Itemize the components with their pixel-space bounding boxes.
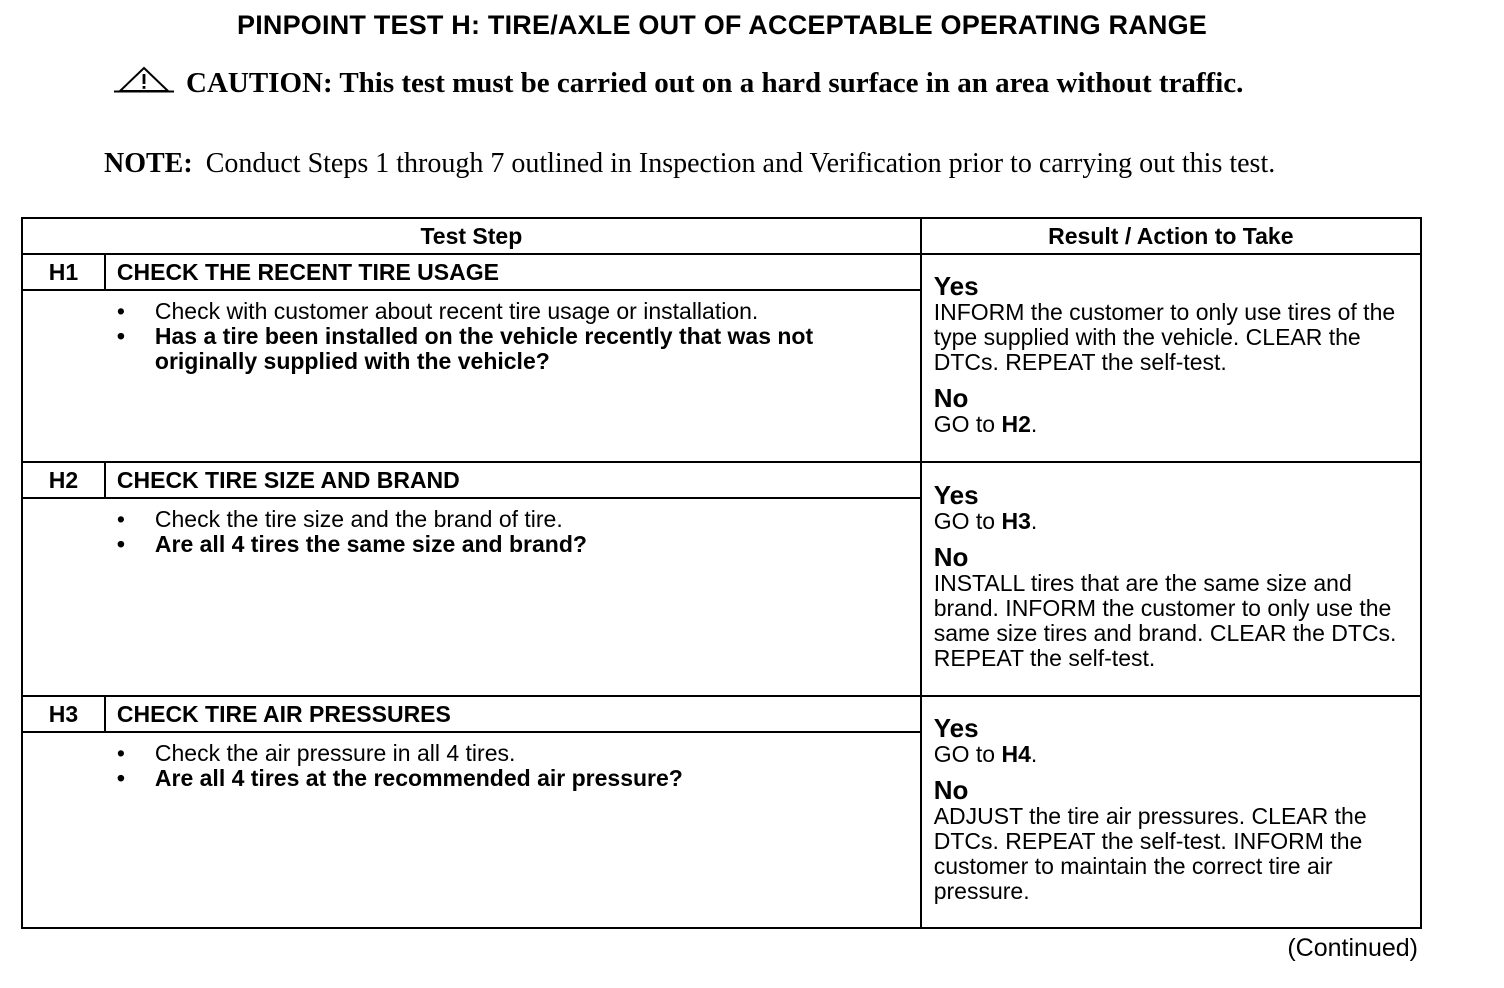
result-yes: [933, 712, 1414, 767]
bullet-question: • Are all 4 tires at the recommended air pressure?: [105, 766, 920, 791]
step-h2-result: [921, 462, 1421, 696]
step-h1-title-row: [22, 254, 1421, 290]
no-action: INSTALL tires that are the same size and brand. INFORM the customer to only use the same size tires and brand. CLEAR the DTCs. REPEAT the self-test.: [933, 569, 1397, 671]
goto-prefix: GO to: [933, 507, 996, 534]
caution-text: CAUTION: This test must be carried out on a hard surface in an area without traffic.: [186, 67, 1244, 99]
yes-label: Yes: [933, 712, 979, 743]
step-title: CHECK TIRE SIZE AND BRAND: [105, 462, 921, 498]
caution-notice: [104, 66, 1274, 99]
bullet-action: • Check the air pressure in all 4 tires.: [105, 741, 920, 766]
yes-label: Yes: [933, 271, 979, 301]
step-bullets: [105, 741, 920, 791]
step-h3-result: [921, 696, 1421, 928]
table-header-row: [22, 218, 1421, 254]
goto-suffix: .: [1030, 411, 1038, 437]
pinpoint-test-table: [21, 217, 1422, 929]
step-title: CHECK TIRE AIR PRESSURES: [105, 696, 921, 732]
bullet-action: • Check the tire size and the brand of tire.: [105, 507, 920, 532]
no-label: No: [933, 383, 969, 413]
no-label: No: [933, 541, 969, 572]
result-no: [933, 774, 1414, 904]
step-body-spacer: [22, 498, 105, 696]
step-id: H1: [22, 254, 105, 290]
note-paragraph: [104, 148, 1284, 179]
result-no: [933, 541, 1414, 671]
yes-action: INFORM the customer to only use tires of the type supplied with the vehicle. CLEAR the DTCs. REPEAT the self-test.: [933, 299, 1396, 375]
step-title: CHECK THE RECENT TIRE USAGE: [105, 254, 921, 290]
bullet-question: • Are all 4 tires the same size and brand?: [105, 532, 920, 557]
goto-prefix: GO to: [933, 411, 996, 437]
goto-step-link: H2: [1001, 411, 1031, 437]
yes-action: [934, 742, 1414, 767]
step-bullets: [105, 507, 920, 557]
bullet-question: • Has a tire been installed on the vehicle recently that was not originally supplied with the vehicle?: [105, 324, 920, 374]
result-no: [934, 385, 1414, 437]
step-body: [105, 732, 921, 928]
yes-label: Yes: [933, 479, 979, 510]
step-id: H2: [22, 462, 105, 498]
goto-step-link: H4: [1001, 740, 1031, 767]
step-h1-result: [921, 254, 1421, 462]
step-body-spacer: [22, 732, 105, 928]
no-label: No: [933, 774, 969, 805]
goto-step-link: H3: [1001, 507, 1031, 534]
page-title: PINPOINT TEST H: TIRE/AXLE OUT OF ACCEPTABLE OPERATING RANGE: [236, 10, 1208, 40]
note-label: NOTE:: [104, 148, 193, 179]
step-body: [105, 498, 921, 696]
step-h2-title-row: [22, 462, 1421, 498]
continued-label: (Continued): [1287, 934, 1418, 962]
goto-prefix: GO to: [933, 740, 996, 767]
note-text: Conduct Steps 1 through 7 outlined in Inspection and Verification prior to carrying out this test.: [205, 148, 1276, 179]
goto-suffix: .: [1030, 740, 1038, 767]
no-action: [934, 412, 1414, 437]
header-test-step: Test Step: [22, 218, 921, 254]
warning-triangle-icon: [114, 66, 174, 94]
goto-suffix: .: [1030, 507, 1038, 534]
step-id: H3: [22, 696, 105, 732]
yes-action: [934, 509, 1414, 534]
bullet-action: • Check with customer about recent tire usage or installation.: [105, 299, 920, 324]
no-action: ADJUST the tire air pressures. CLEAR the DTCs. REPEAT the self-test. INFORM the customer to maintain the correct tire air pressure.: [933, 802, 1367, 904]
step-h3-title-row: [22, 696, 1421, 732]
step-bullets: [105, 299, 920, 374]
result-yes: [933, 479, 1414, 534]
result-yes: [934, 273, 1414, 375]
header-result-action: Result / Action to Take: [921, 218, 1421, 254]
step-body-spacer: [22, 290, 105, 462]
step-body: [105, 290, 921, 462]
